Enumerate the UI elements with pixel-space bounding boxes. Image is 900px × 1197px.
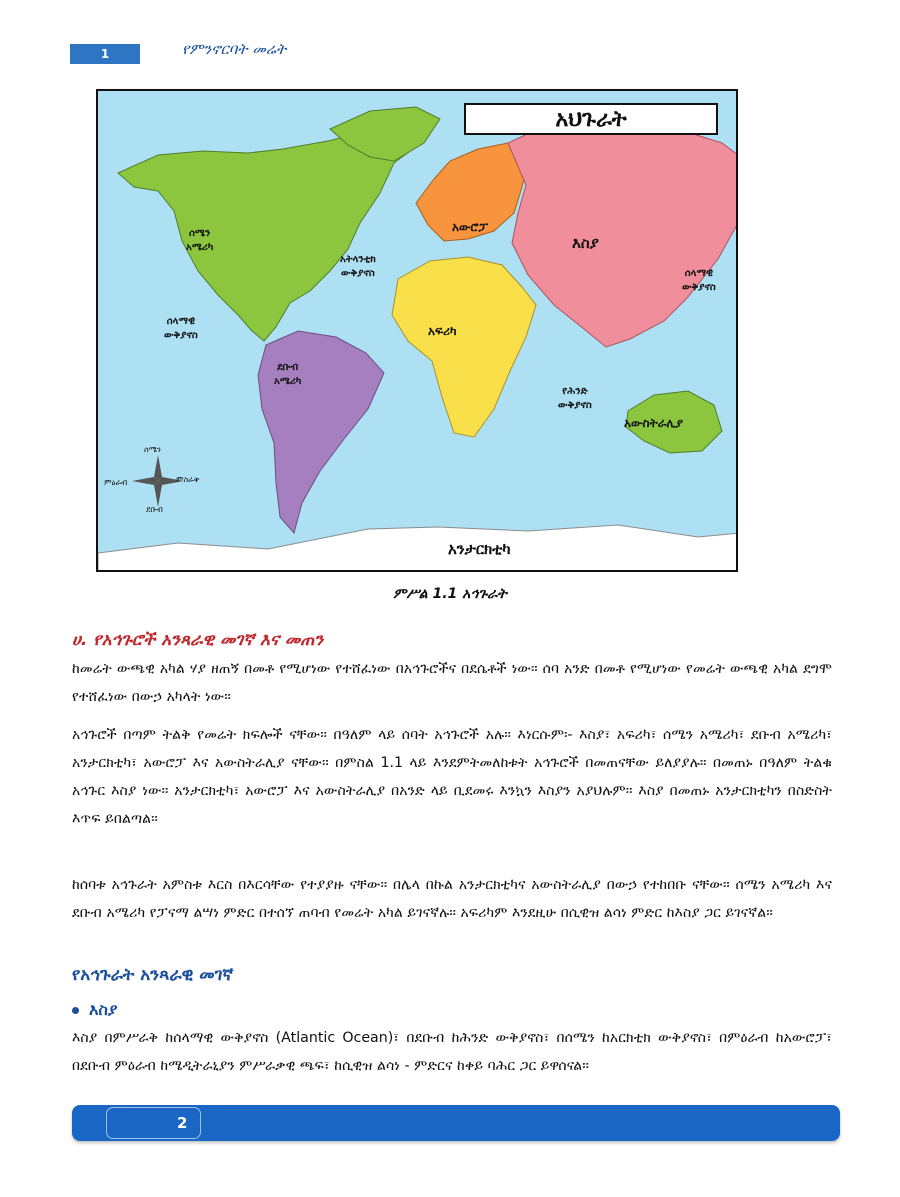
label-australia: አውስትራሊያ [624, 416, 683, 430]
footer-page-number: 2 [106, 1107, 201, 1139]
label-asia: እስያ [572, 234, 599, 252]
paragraph: ከመሬት ውጫዊ አካል ሃያ ዘጠኝ በመቶ የሚሆነው የተሸፈነው በአኅጉሮችና በደሴቶች ነው፡፡ ሰባ አንድ በመቶ የሚሆነው የመሬት ውጫዊ አካል ደግሞ የተሸፈነው በውኃ አካላት ነው፡፡ [72, 661, 832, 705]
compass-east-label: ምስራቅ [176, 475, 200, 484]
bullet-icon [72, 1007, 79, 1014]
label-pacific-ocean-east: ሰላማዊ ውቅያኖስ [682, 268, 716, 293]
label-africa: አፍሪካ [428, 324, 457, 338]
asia-shape [508, 121, 738, 347]
header-page-tab: 1 [70, 44, 140, 64]
paragraph: እስያ በምሥራቅ ከሰላማዊ ውቅያኖስ (Atlantic Ocean)፣ በደቡብ ከሕንድ ውቅያኖስ፣ በሰሜን ከአርክቲክ ውቅያኖስ፣ በምዕራብ ከአውሮፓ፣ በደቡብ ምዕራብ ከሜዲትራኒያን ምሥራቃዊ ጫፍ፣ ከሲዊዝ ልሳነ - ምድርና ከቀይ ባሕር ጋር ይዋሰናል፡፡ [72, 1030, 832, 1074]
label-europe: አውሮፓ [452, 220, 488, 234]
compass-north-label: ሰሜን [144, 445, 161, 454]
label-atlantic-ocean: አትላንቲክ ውቅያኖስ [340, 254, 376, 279]
figure-caption: ምሥል 1.1 አኅጉራት [393, 586, 507, 602]
map-title: አህጉራት [464, 103, 718, 135]
section-heading-size-location: ሀ. የአኅጉሮች አንጻራዊ መገኛ እና መጠን [72, 630, 324, 650]
north-america-shape [118, 131, 418, 341]
paragraph: ከሰባቱ አኅጉራት አምስቱ እርስ በእርሳቸው የተያያዙ ናቸው፡፡ በሌላ በኩል አንታርክቲካና አውስትራሊያ በውኃ የተከበቡ ናቸው፡፡ ሰሜን አሜሪካ እና ደቡብ አሜሪካ የፓናማ ልሣነ ምድር በተሰኘ ጠባብ የመሬት አካል ይገናኛሉ፡፡ አፍሪካም እንደዚሁ በሲዊዝ ልሳነ ምድር ከእስያ ጋር ይገናኛል፡፡ [72, 877, 832, 921]
section-heading-relative-location: የአኅጉራት አንጻራዊ መገኛ [72, 965, 234, 985]
world-map [96, 89, 738, 572]
label-indian-ocean: የሕንድ ውቅያኖስ [558, 386, 592, 411]
header-title: የምንኖርባት መሬት [182, 40, 287, 58]
africa-shape [392, 257, 536, 437]
antarctica-shape [98, 525, 738, 572]
label-south-america: ደቡብ አሜሪካ [274, 362, 302, 387]
compass-west-label: ምዕራብ [104, 478, 128, 487]
label-pacific-ocean-west: ሰላማዊ ውቅያኖስ [164, 316, 198, 341]
label-north-america: ሰሜን አሜሪካ [186, 228, 214, 253]
bullet-item [72, 1000, 118, 1020]
compass-south-label: ደቡብ [146, 505, 163, 514]
label-antarctica: አንታርክቲካ [448, 540, 511, 558]
paragraph: አኅጉሮች በጣም ትልቅ የመሬት ክፍሎች ናቸው፡፡ በዓለም ላይ ሰባት አኅጉሮች አሉ፡፡ እነርሱም፡- እስያ፣ አፍሪካ፣ ሰሜን አሜሪካ፣ ደቡብ አሜሪካ፣ አንታርክቲካ፣ አውሮፓ እና አውስትራሊያ ናቸው፡፡ በምስል 1.1 ላይ እንደምትመለከቱት አኅጉሮች በመጠናቸው ይለያያሉ፡፡ በመጠኑ በዓለም ትልቁ አኅጉር እስያ ነው፡፡ አንታርክቲካ፣ አውሮፓ እና አውስትራሊያ በአንድ ላይ ቢደመሩ እንኳን እስያን አያህሉም፡፡ እስያ በመጠኑ አንታርክቲካን በስድስት እጥፍ ይበልጣል፡፡ [72, 727, 832, 827]
bullet-label: እስያ [89, 1000, 118, 1019]
